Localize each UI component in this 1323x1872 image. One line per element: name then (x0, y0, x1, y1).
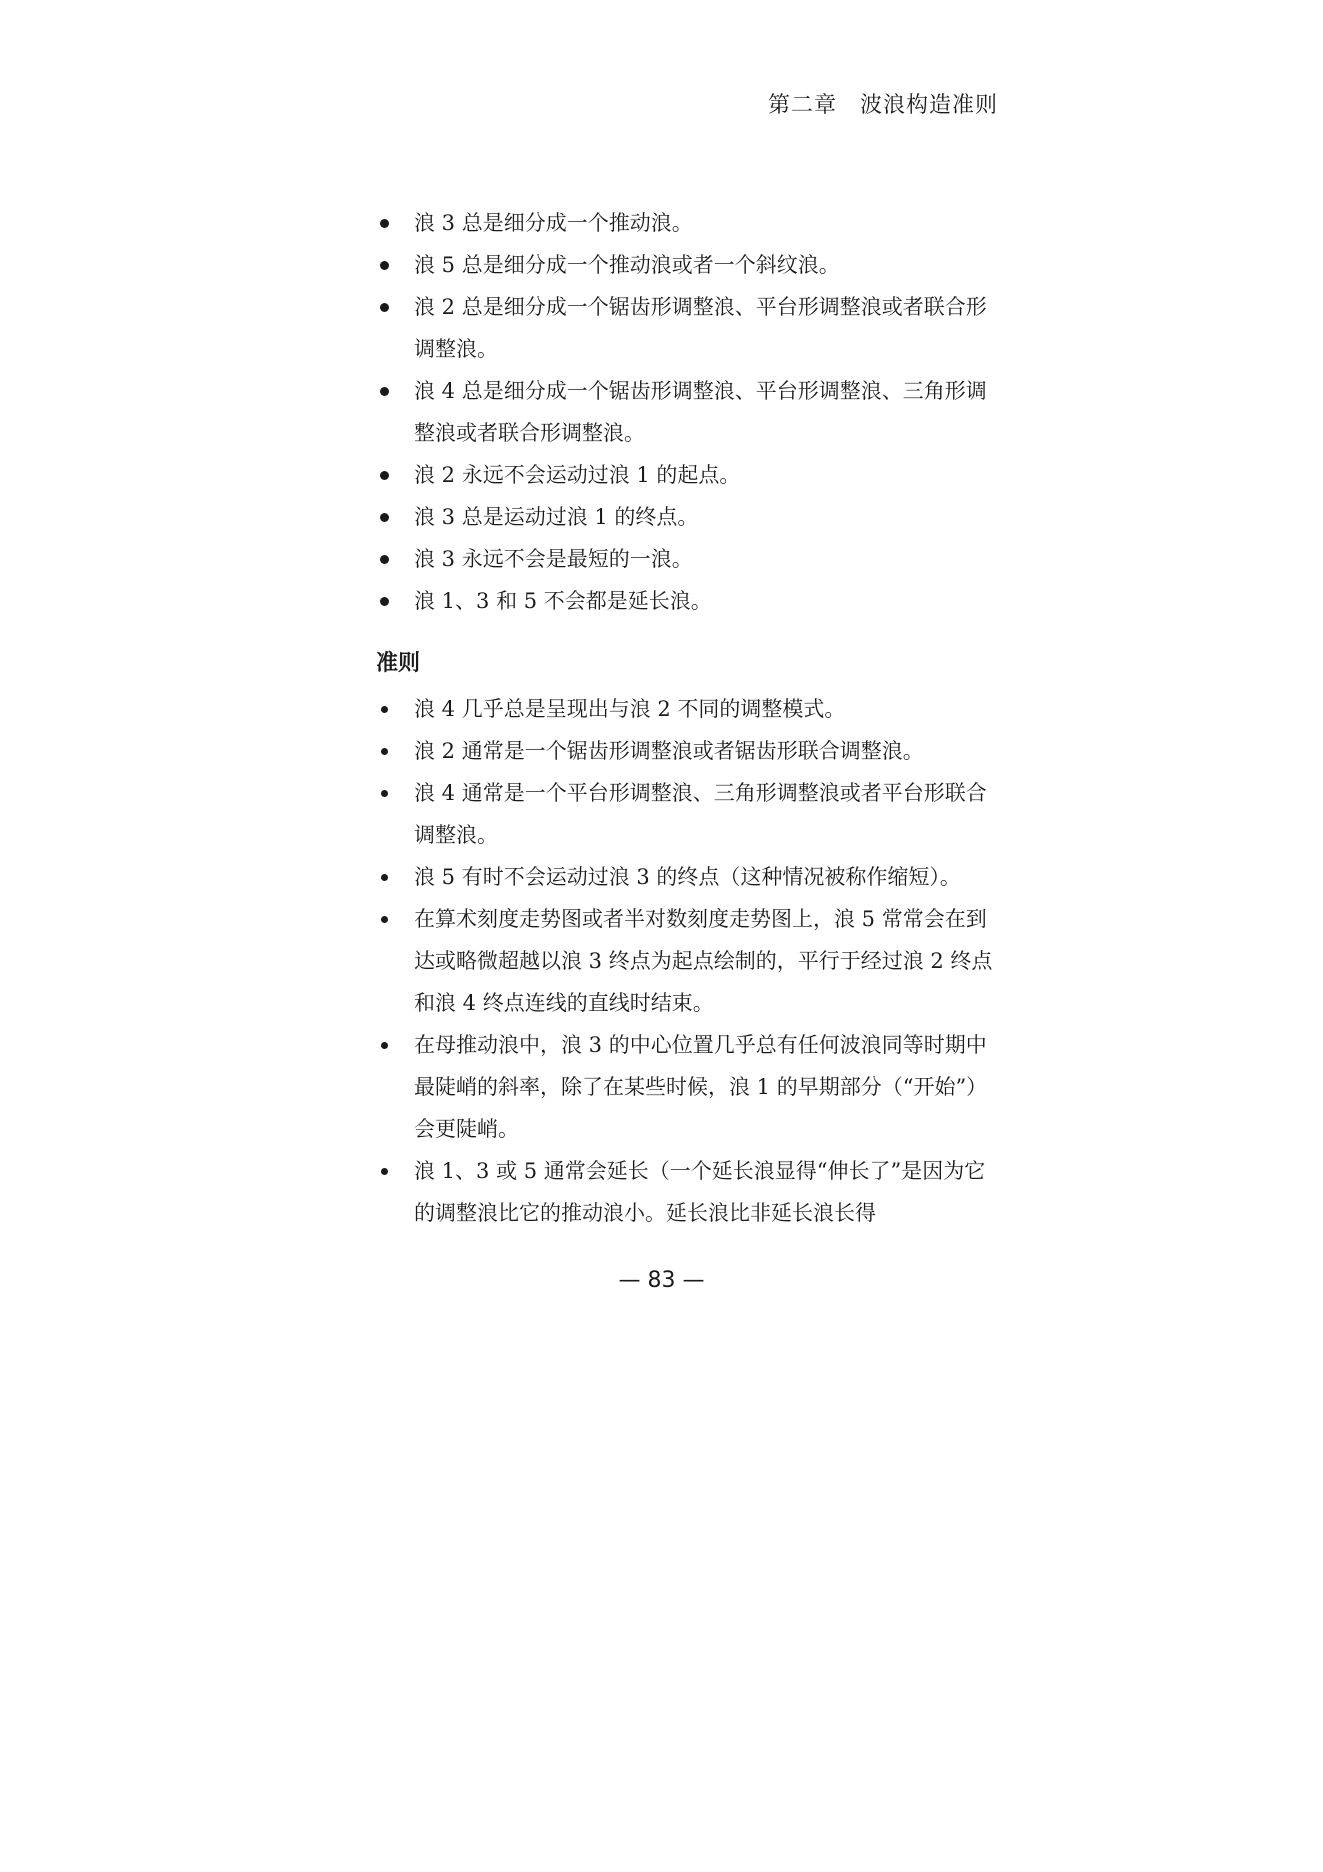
page-number: — 83 — (618, 1268, 705, 1293)
list-item: 浪 2 通常是一个锯齿形调整浪或者锯齿形联合调整浪。 (376, 730, 996, 772)
page-body (376, 202, 996, 1234)
list-item: 浪 2 总是细分成一个锯齿形调整浪、平台形调整浪或者联合形调整浪。 (376, 286, 996, 370)
list-item: 浪 5 有时不会运动过浪 3 的终点（这种情况被称作缩短）。 (376, 856, 996, 898)
running-header: 第二章 波浪构造准则 (767, 93, 998, 118)
list-item: 在算术刻度走势图或者半对数刻度走势图上，浪 5 常常会在到达或略微超越以浪 3 终点为起点绘制的，平行于经过浪 2 终点和浪 4 终点连线的直线时结束。 (376, 898, 996, 1024)
list-item: 在母推动浪中，浪 3 的中心位置几乎总有任何波浪同等时期中最陡峭的斜率，除了在某些时候，浪 1 的早期部分（“开始”）会更陡峭。 (376, 1024, 996, 1150)
list-item: 浪 4 通常是一个平台形调整浪、三角形调整浪或者平台形联合调整浪。 (376, 772, 996, 856)
list-item: 浪 2 永远不会运动过浪 1 的起点。 (376, 454, 996, 496)
section-heading: 准则 (376, 651, 421, 676)
list-item: 浪 5 总是细分成一个推动浪或者一个斜纹浪。 (376, 244, 996, 286)
guidelines-list (376, 688, 996, 1234)
list-item: 浪 1、3 和 5 不会都是延长浪。 (376, 580, 996, 622)
list-item: 浪 3 永远不会是最短的一浪。 (376, 538, 996, 580)
list-item: 浪 4 几乎总是呈现出与浪 2 不同的调整模式。 (376, 688, 996, 730)
list-item: 浪 1、3 或 5 通常会延长（一个延长浪显得“伸长了”是因为它的调整浪比它的推动浪小。延长浪比非延长浪长得 (376, 1150, 996, 1234)
list-item: 浪 3 总是运动过浪 1 的终点。 (376, 496, 996, 538)
rules-list (376, 202, 996, 622)
list-item: 浪 4 总是细分成一个锯齿形调整浪、平台形调整浪、三角形调整浪或者联合形调整浪。 (376, 370, 996, 454)
list-item: 浪 3 总是细分成一个推动浪。 (376, 202, 996, 244)
